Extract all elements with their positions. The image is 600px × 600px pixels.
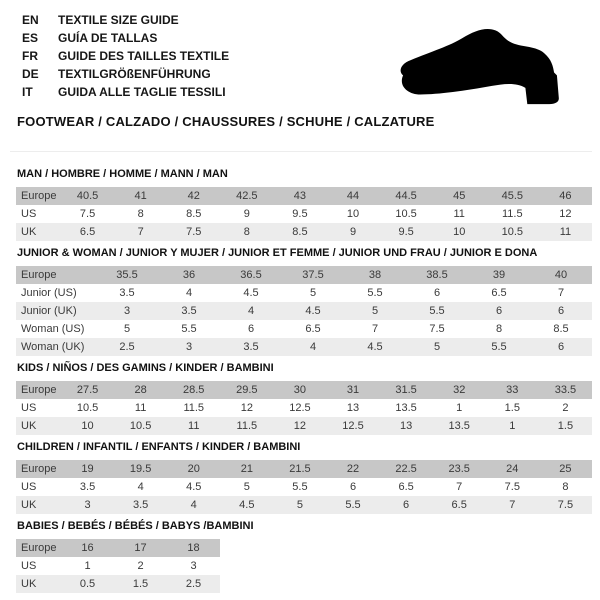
category-heading: FOOTWEAR / CALZADO / CHAUSSURES / SCHUHE / CALZATURE	[17, 114, 435, 129]
size-cell: 21	[240, 463, 253, 475]
row-label: US	[21, 208, 37, 220]
table-row	[16, 320, 592, 338]
size-cell: 1	[509, 420, 516, 432]
size-cell: 1.5	[132, 578, 149, 590]
size-cell: 6	[247, 323, 255, 335]
table-row	[16, 496, 592, 514]
size-cell: 7	[371, 323, 379, 335]
dress-shoe-icon	[393, 20, 589, 106]
size-cell: 6	[403, 499, 410, 511]
size-cell: 3	[190, 560, 197, 572]
size-cell: 4	[137, 481, 144, 493]
size-cell: 8	[137, 208, 144, 220]
size-cell: 4	[247, 305, 255, 317]
size-cell: 9.5	[292, 208, 308, 220]
size-cell: 38.5	[426, 269, 448, 281]
size-cell: 11.5	[183, 402, 205, 414]
size-table-section	[16, 520, 592, 593]
size-cell: 22.5	[395, 463, 417, 475]
size-table-title: CHILDREN / INFANTIL / ENFANTS / KINDER / BAMBINI	[17, 441, 301, 453]
size-cell: 33.5	[554, 384, 577, 396]
size-cell: 33	[506, 384, 519, 396]
row-label: UK	[21, 499, 37, 511]
size-cell: 13	[399, 420, 413, 432]
size-cell: 5	[371, 305, 379, 317]
size-cell: 3.5	[79, 481, 96, 493]
table-row	[16, 223, 592, 241]
size-cell: 17	[134, 542, 147, 554]
table-row	[16, 399, 592, 417]
size-cell: 45.5	[501, 190, 523, 202]
table-row	[16, 539, 220, 557]
size-cell: 10	[453, 226, 466, 238]
size-cell: 4	[309, 341, 317, 353]
size-cell: 32	[453, 384, 466, 396]
language-code: FR	[22, 49, 38, 63]
size-cell: 16	[81, 542, 94, 554]
guide-title: TEXTILE SIZE GUIDE	[58, 13, 179, 27]
size-cell: 5.5	[292, 481, 308, 493]
size-cell: 5.5	[345, 499, 361, 511]
size-cell: 4.5	[239, 499, 255, 511]
size-cell: 3	[84, 499, 91, 511]
size-cell: 27.5	[76, 384, 99, 396]
table-row	[16, 557, 220, 575]
size-cell: 11	[188, 420, 200, 432]
language-code: ES	[22, 31, 39, 45]
size-cell: 40	[554, 269, 568, 281]
size-cell: 3.5	[181, 305, 197, 317]
size-cell: 10.5	[501, 226, 523, 238]
size-cell: 5	[296, 499, 303, 511]
size-cell: 36	[182, 269, 196, 281]
row-label: Junior (UK)	[21, 305, 77, 317]
header-divider	[10, 151, 592, 152]
row-label: US	[21, 481, 37, 493]
size-cell: 6	[495, 305, 503, 317]
size-cell: 31.5	[395, 384, 417, 396]
size-cell: 28.5	[183, 384, 205, 396]
size-cell: 3	[123, 305, 131, 317]
size-cell: 39	[492, 269, 506, 281]
size-cell: 20	[187, 463, 200, 475]
size-cell: 5.5	[491, 341, 507, 353]
size-table-section	[16, 362, 592, 435]
size-cell: 2	[562, 402, 569, 414]
size-cell: 3.5	[119, 287, 135, 299]
guide-title: TEXTILGRÖßENFÜHRUNG	[58, 67, 211, 81]
size-table	[16, 460, 592, 514]
size-table	[16, 187, 592, 241]
size-cell: 6.5	[491, 287, 507, 299]
size-cell: 9.5	[398, 226, 414, 238]
guide-title: GUÍA DE TALLAS	[58, 31, 158, 45]
size-cell: 1.5	[557, 420, 574, 432]
size-cell: 7	[509, 499, 516, 511]
size-cell: 0.5	[79, 578, 96, 590]
size-cell: 4.5	[243, 287, 259, 299]
size-cell: 35.5	[116, 269, 138, 281]
size-cell: 6	[557, 305, 565, 317]
size-cell: 2.5	[119, 341, 135, 353]
size-cell: 4.5	[367, 341, 383, 353]
size-cell: 10.5	[129, 420, 152, 432]
size-cell: 37.5	[302, 269, 324, 281]
row-label: Europe	[21, 542, 57, 554]
row-label: Europe	[21, 190, 57, 202]
size-table-title: KIDS / NIÑOS / DES GAMINS / KINDER / BAMBINI	[17, 362, 274, 374]
size-cell: 30	[293, 384, 307, 396]
size-cell: 5	[309, 287, 317, 299]
size-cell: 31	[346, 384, 360, 396]
size-cell: 13.5	[395, 402, 417, 414]
size-cell: 12	[559, 208, 572, 220]
row-label: Woman (UK)	[21, 341, 85, 353]
size-table	[16, 266, 592, 356]
size-cell: 11	[559, 226, 572, 238]
size-cell: 8	[495, 323, 503, 335]
size-cell: 6	[557, 341, 565, 353]
size-cell: 4.5	[186, 481, 202, 493]
row-label: US	[21, 560, 37, 572]
size-cell: 3.5	[243, 341, 259, 353]
row-label: Europe	[21, 269, 57, 281]
guide-title: GUIDA ALLE TAGLIE TESSILI	[58, 85, 226, 99]
size-cell: 7.5	[504, 481, 520, 493]
size-cell: 11	[453, 208, 465, 220]
size-cell: 6.5	[451, 499, 467, 511]
size-cell: 5.5	[181, 323, 197, 335]
size-cell: 3	[185, 341, 193, 353]
size-cell: 9	[243, 208, 250, 220]
size-cell: 8	[562, 481, 569, 493]
size-cell: 4	[185, 287, 193, 299]
size-cell: 8.5	[553, 323, 569, 335]
size-cell: 25	[559, 463, 572, 475]
size-cell: 5.5	[367, 287, 383, 299]
size-cell: 19.5	[129, 463, 152, 475]
size-cell: 7	[137, 226, 144, 238]
row-label: Europe	[21, 384, 57, 396]
size-cell: 11.5	[236, 420, 258, 432]
size-cell: 6.5	[305, 323, 321, 335]
row-label: UK	[21, 578, 37, 590]
size-cell: 6.5	[79, 226, 96, 238]
row-label: UK	[21, 226, 37, 238]
table-row	[16, 284, 592, 302]
language-code: DE	[22, 67, 39, 81]
table-row	[16, 302, 592, 320]
language-code: EN	[22, 13, 39, 27]
size-cell: 44	[346, 190, 360, 202]
size-cell: 9	[349, 226, 357, 238]
size-cell: 29.5	[236, 384, 258, 396]
size-cell: 13	[346, 402, 360, 414]
size-cell: 44.5	[395, 190, 417, 202]
size-cell: 6	[349, 481, 357, 493]
size-cell: 7	[456, 481, 463, 493]
size-cell: 28	[134, 384, 147, 396]
size-cell: 7	[557, 287, 565, 299]
table-row	[16, 575, 220, 593]
table-row	[16, 460, 592, 478]
size-table-section	[16, 441, 592, 514]
size-cell: 1	[84, 560, 91, 572]
size-cell: 21.5	[289, 463, 311, 475]
size-cell: 12	[293, 420, 307, 432]
size-table-section	[16, 247, 592, 356]
size-cell: 42.5	[236, 190, 258, 202]
size-cell: 1.5	[504, 402, 520, 414]
size-cell: 45	[453, 190, 466, 202]
table-row	[16, 381, 592, 399]
size-cell: 23.5	[448, 463, 470, 475]
size-cell: 38	[368, 269, 382, 281]
size-cell: 4	[190, 499, 197, 511]
size-cell: 46	[559, 190, 572, 202]
size-cell: 41	[134, 190, 147, 202]
table-row	[16, 187, 592, 205]
size-cell: 12.5	[289, 402, 311, 414]
size-cell: 6.5	[398, 481, 414, 493]
size-cell: 10.5	[395, 208, 417, 220]
size-cell: 10	[81, 420, 94, 432]
size-cell: 5	[243, 481, 250, 493]
size-table-title: JUNIOR & WOMAN / JUNIOR Y MUJER / JUNIOR ET FEMME / JUNIOR UND FRAU / JUNIOR E DONA	[17, 247, 538, 259]
table-row	[16, 338, 592, 356]
size-cell: 42	[187, 190, 200, 202]
row-label: US	[21, 402, 37, 414]
size-table-section	[16, 168, 592, 241]
size-table	[16, 381, 592, 435]
size-cell: 40.5	[76, 190, 99, 202]
size-cell: 6	[433, 287, 441, 299]
size-cell: 43	[293, 190, 307, 202]
table-row	[16, 266, 592, 284]
size-cell: 7.5	[557, 499, 574, 511]
size-cell: 4.5	[305, 305, 321, 317]
size-cell: 8	[243, 226, 250, 238]
guide-title: GUIDE DES TAILLES TEXTILE	[58, 49, 230, 63]
size-cell: 5	[123, 323, 131, 335]
size-cell: 2.5	[185, 578, 202, 590]
size-cell: 22	[346, 463, 360, 475]
size-cell: 24	[506, 463, 519, 475]
size-cell: 10	[346, 208, 360, 220]
row-label: Europe	[21, 463, 57, 475]
row-label: UK	[21, 420, 37, 432]
size-cell: 11.5	[502, 208, 523, 220]
size-cell: 13.5	[448, 420, 470, 432]
size-cell: 7.5	[79, 208, 96, 220]
size-cell: 18	[187, 542, 200, 554]
size-table-title: MAN / HOMBRE / HOMME / MANN / MAN	[17, 168, 228, 180]
size-tables	[16, 168, 592, 593]
size-cell: 7.5	[429, 323, 445, 335]
table-row	[16, 205, 592, 223]
size-cell: 8.5	[292, 226, 308, 238]
size-cell: 12	[240, 402, 253, 414]
size-cell: 36.5	[240, 269, 262, 281]
size-cell: 7.5	[186, 226, 202, 238]
table-row	[16, 478, 592, 496]
size-cell: 19	[81, 463, 94, 475]
size-cell: 1	[456, 402, 463, 414]
size-cell: 12.5	[342, 420, 364, 432]
size-cell: 2	[137, 560, 144, 572]
size-cell: 5	[433, 341, 441, 353]
size-cell: 11	[134, 402, 147, 414]
size-cell: 3.5	[132, 499, 149, 511]
row-label: Woman (US)	[21, 323, 85, 335]
table-row	[16, 417, 592, 435]
size-table	[16, 539, 220, 593]
language-code: IT	[22, 85, 33, 99]
size-cell: 10.5	[76, 402, 99, 414]
size-table-title: BABIES / BEBÉS / BÉBÉS / BABYS /BAMBINI	[17, 520, 254, 532]
size-cell: 5.5	[429, 305, 445, 317]
size-cell: 8.5	[186, 208, 202, 220]
row-label: Junior (US)	[21, 287, 77, 299]
